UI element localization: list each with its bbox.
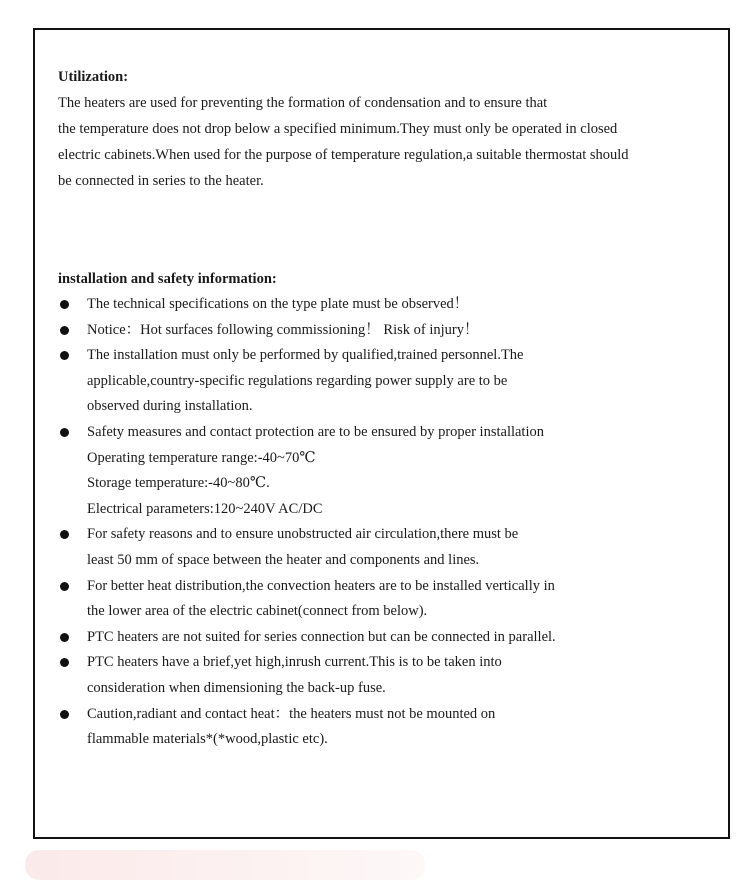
bullet-dot-icon — [60, 428, 69, 437]
bullet-line: Operating temperature range:-40~70℃ — [87, 449, 316, 466]
safety-bullet-item — [58, 625, 658, 651]
bullet-line: the lower area of the electric cabinet(connect from below). — [87, 603, 428, 620]
bullet-line: PTC heaters have a brief,yet high,inrush current.This is to be taken into — [87, 654, 502, 671]
bullet-line: PTC heaters are not suited for series connection but can be connected in parallel. — [87, 628, 556, 645]
bullet-line: applicable,country-specific regulations regarding power supply are to be — [87, 372, 508, 389]
bullet-line: consideration when dimensioning the back-up fuse. — [87, 679, 386, 696]
utilization-line: the temperature does not drop below a specified minimum.They must only be operated in closed — [58, 121, 618, 137]
safety-bullet-item — [58, 343, 658, 420]
safety-bullet-item — [58, 420, 658, 522]
decorative-bottom-band — [25, 850, 425, 880]
bullet-dot-icon — [60, 300, 69, 309]
bullet-line: Storage temperature:-40~80℃. — [87, 475, 270, 492]
bullet-line: The installation must only be performed by qualified,trained personnel.The — [87, 347, 524, 364]
utilization-paragraph — [58, 90, 658, 194]
bullet-dot-icon — [60, 582, 69, 591]
installation-heading: installation and safety information: — [58, 271, 277, 287]
safety-bullet-item — [58, 318, 658, 344]
bullet-dot-icon — [60, 658, 69, 667]
safety-bullet-item — [58, 292, 658, 318]
bullet-dot-icon — [60, 633, 69, 642]
bullet-dot-icon — [60, 530, 69, 539]
bullet-line: For safety reasons and to ensure unobstructed air circulation,there must be — [87, 526, 519, 543]
bullet-line: Caution,radiant and contact heat：the heaters must not be mounted on — [87, 705, 496, 722]
safety-bullet-item — [58, 650, 658, 701]
bullet-dot-icon — [60, 351, 69, 360]
safety-bullet-list — [58, 292, 658, 753]
utilization-heading: Utilization: — [58, 69, 129, 85]
safety-bullet-item — [58, 574, 658, 625]
safety-bullet-item — [58, 522, 658, 573]
bullet-line: least 50 mm of space between the heater and components and lines. — [87, 551, 480, 568]
bullet-line: flammable materials*(*wood,plastic etc). — [87, 731, 328, 748]
bullet-line: Notice：Hot surfaces following commissioning！ Risk of injury！ — [87, 321, 479, 338]
bullet-dot-icon — [60, 710, 69, 719]
installation-section — [58, 266, 658, 753]
utilization-line: be connected in series to the heater. — [58, 173, 264, 189]
utilization-line: electric cabinets.When used for the purpose of temperature regulation,a suitable thermostat should — [58, 147, 629, 163]
bullet-line: Electrical parameters:120~240V AC/DC — [87, 500, 323, 517]
utilization-section — [58, 64, 658, 194]
bullet-line: The technical specifications on the type plate must be observed！ — [87, 296, 469, 312]
bullet-line: For better heat distribution,the convection heaters are to be installed vertically in — [87, 577, 555, 594]
bullet-line: Safety measures and contact protection are to be ensured by proper installation — [87, 423, 544, 440]
bullet-line: observed during installation. — [87, 398, 253, 415]
bullet-dot-icon — [60, 326, 69, 335]
utilization-line: The heaters are used for preventing the formation of condensation and to ensure that — [58, 95, 548, 111]
safety-bullet-item — [58, 702, 658, 753]
